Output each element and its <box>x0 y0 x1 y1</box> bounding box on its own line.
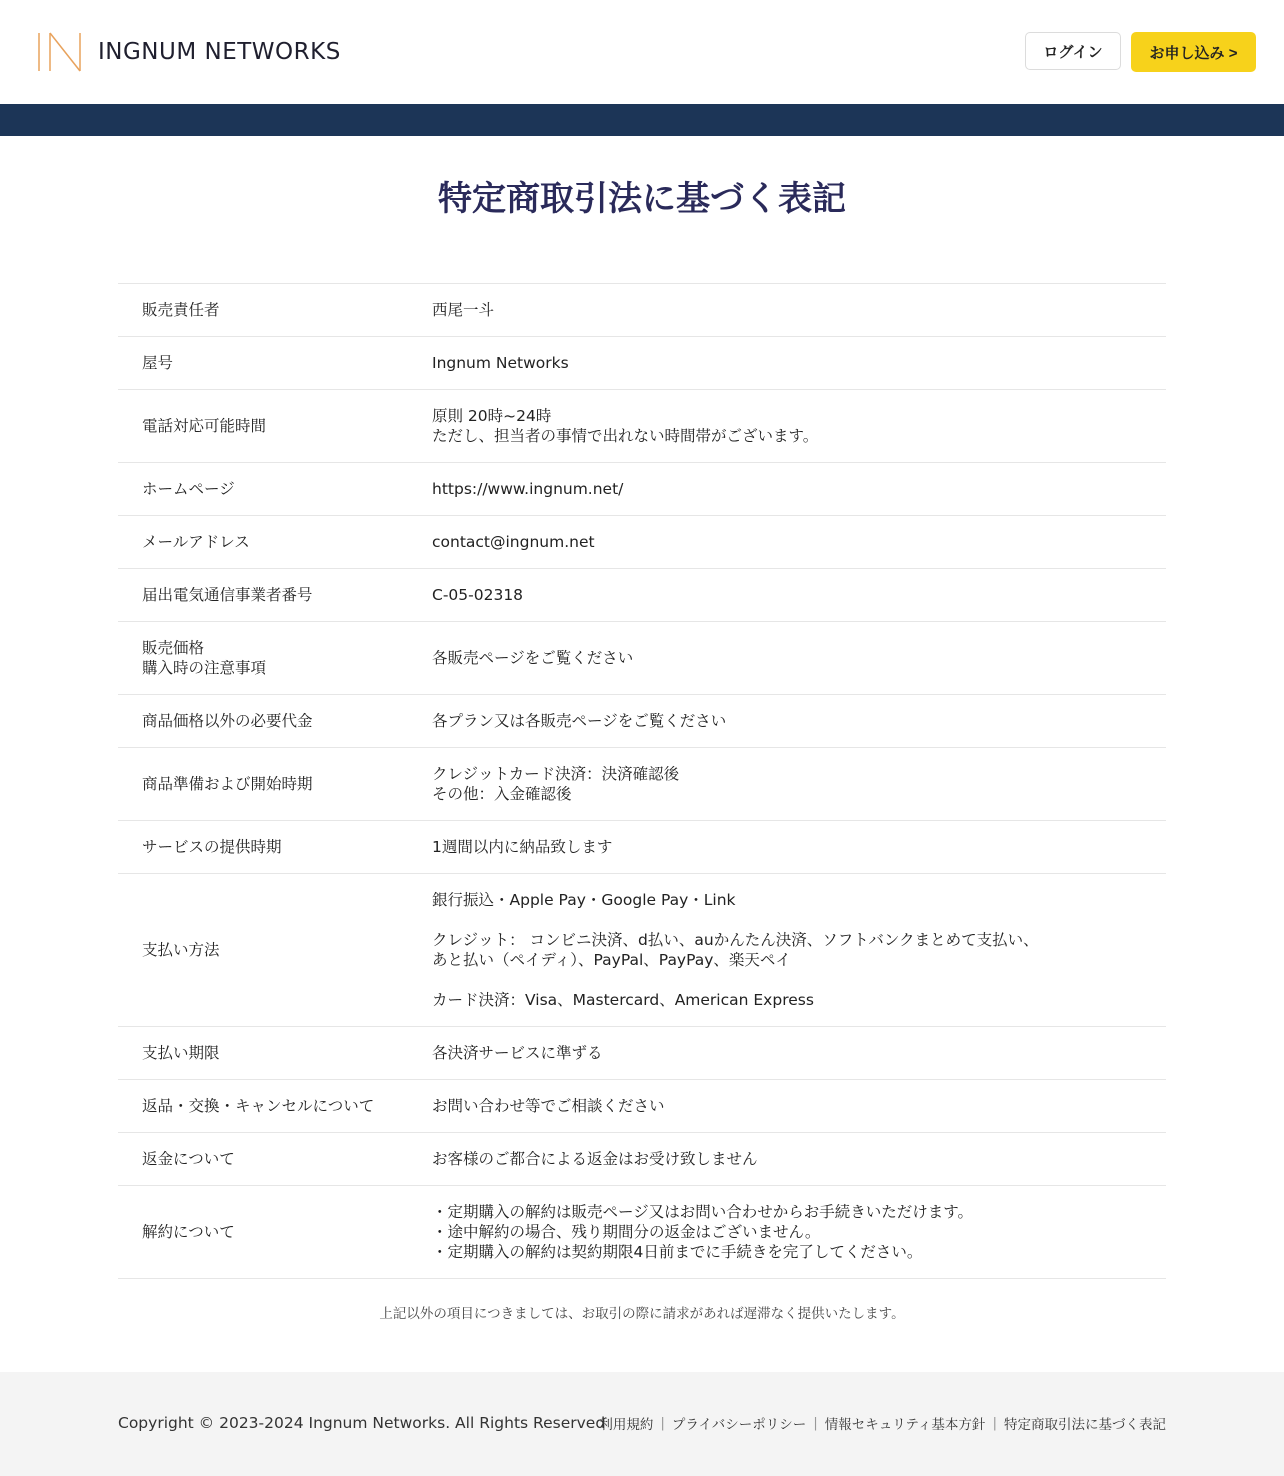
footer-separator: | <box>992 1415 997 1431</box>
table-row <box>118 1186 1166 1279</box>
row-label: 屋号 <box>142 354 174 372</box>
footnote: 上記以外の項目につきましては、お取引の際に請求があれば遅滞なく提供いたします。 <box>379 1306 905 1322</box>
row-value: 各プラン又は各販売ページをご覧ください <box>432 712 727 730</box>
logo[interactable] <box>36 31 341 73</box>
row-label: 電話対応可能時間 <box>142 417 267 435</box>
row-value: お客様のご都合による返金はお受け致しません <box>432 1150 758 1168</box>
row-label: 返品・交換・キャンセルについて <box>142 1097 375 1115</box>
footer-separator: | <box>660 1415 665 1431</box>
row-value: 1週間以内に納品致します <box>432 838 613 856</box>
row-value: C-05-02318 <box>432 586 524 604</box>
row-label: 販売責任者 <box>142 301 220 319</box>
row-value: クレジットカード決済：決済確認後 その他：入金確認後 <box>432 765 680 803</box>
row-label: 解約について <box>142 1223 235 1241</box>
footer-link-terms[interactable]: 利用規約 <box>599 1417 654 1433</box>
header-band <box>0 104 1284 136</box>
table-row <box>118 516 1166 569</box>
table-row <box>118 874 1166 1027</box>
table-row <box>118 1080 1166 1133</box>
info-table <box>118 283 1166 1279</box>
row-value: お問い合わせ等でご相談ください <box>432 1097 665 1115</box>
row-value: 銀行振込・Apple Pay・Google Pay・Link クレジット： コンビニ決済、d払い、auかんたん決済、ソフトバンクまとめて支払い、 あと払い（ペイディ）、PayPal、PayPay、楽天ペイ カード決済：Visa、Mastercard、American Express <box>432 891 1039 1009</box>
row-label: 返金について <box>142 1150 235 1168</box>
table-row <box>118 622 1166 695</box>
footer-links <box>599 1413 1166 1433</box>
email-link[interactable]: contact@ingnum.net <box>432 533 595 551</box>
footer-link-commercial-law[interactable]: 特定商取引法に基づく表記 <box>1004 1417 1166 1433</box>
row-label: メールアドレス <box>142 533 250 551</box>
table-row <box>118 569 1166 622</box>
footer-link-privacy[interactable]: プライバシーポリシー <box>671 1417 807 1433</box>
page-title: 特定商取引法に基づく表記 <box>438 179 846 219</box>
row-label: 商品準備および開始時期 <box>142 775 313 793</box>
login-button[interactable]: ログイン <box>1025 32 1121 70</box>
homepage-link[interactable]: https://www.ingnum.net/ <box>432 480 624 498</box>
footer-separator: | <box>813 1415 818 1431</box>
row-label: 販売価格 購入時の注意事項 <box>142 639 267 677</box>
table-row <box>118 463 1166 516</box>
table-row <box>118 821 1166 874</box>
row-label: ホームページ <box>142 480 235 498</box>
table-row <box>118 748 1166 821</box>
site-header <box>0 0 1284 104</box>
row-value: Ingnum Networks <box>432 354 569 372</box>
copyright: Copyright © 2023-2024 Ingnum Networks. All Rights Reserved <box>118 1414 606 1432</box>
logo-mark-icon <box>36 31 84 73</box>
apply-button[interactable]: お申し込み > <box>1131 32 1256 72</box>
row-label: 届出電気通信事業者番号 <box>142 586 313 604</box>
table-row <box>118 1133 1166 1186</box>
row-label: 商品価格以外の必要代金 <box>142 712 313 730</box>
row-label: 支払い期限 <box>142 1044 220 1062</box>
table-row <box>118 337 1166 390</box>
row-value: 原則 20時~24時 ただし、担当者の事情で出れない時間帯がございます。 <box>432 407 819 445</box>
row-value: ・定期購入の解約は販売ページ又はお問い合わせからお手続きいただけます。 ・途中解約の場合、残り期間分の返金はございません。 ・定期購入の解約は契約期限4日前までに手続きを完了してください。 <box>432 1203 973 1261</box>
row-value: 各決済サービスに準ずる <box>432 1044 603 1062</box>
table-row <box>118 284 1166 337</box>
footer-link-security-policy[interactable]: 情報セキュリティ基本方針 <box>824 1417 986 1433</box>
row-label: 支払い方法 <box>142 941 220 959</box>
logo-text: INGNUM NETWORKS <box>98 39 341 65</box>
row-value: 各販売ページをご覧ください <box>432 649 634 667</box>
table-row <box>118 390 1166 463</box>
row-label: サービスの提供時期 <box>142 838 282 856</box>
table-row <box>118 1027 1166 1080</box>
table-row <box>118 695 1166 748</box>
row-value: 西尾一斗 <box>432 301 495 319</box>
